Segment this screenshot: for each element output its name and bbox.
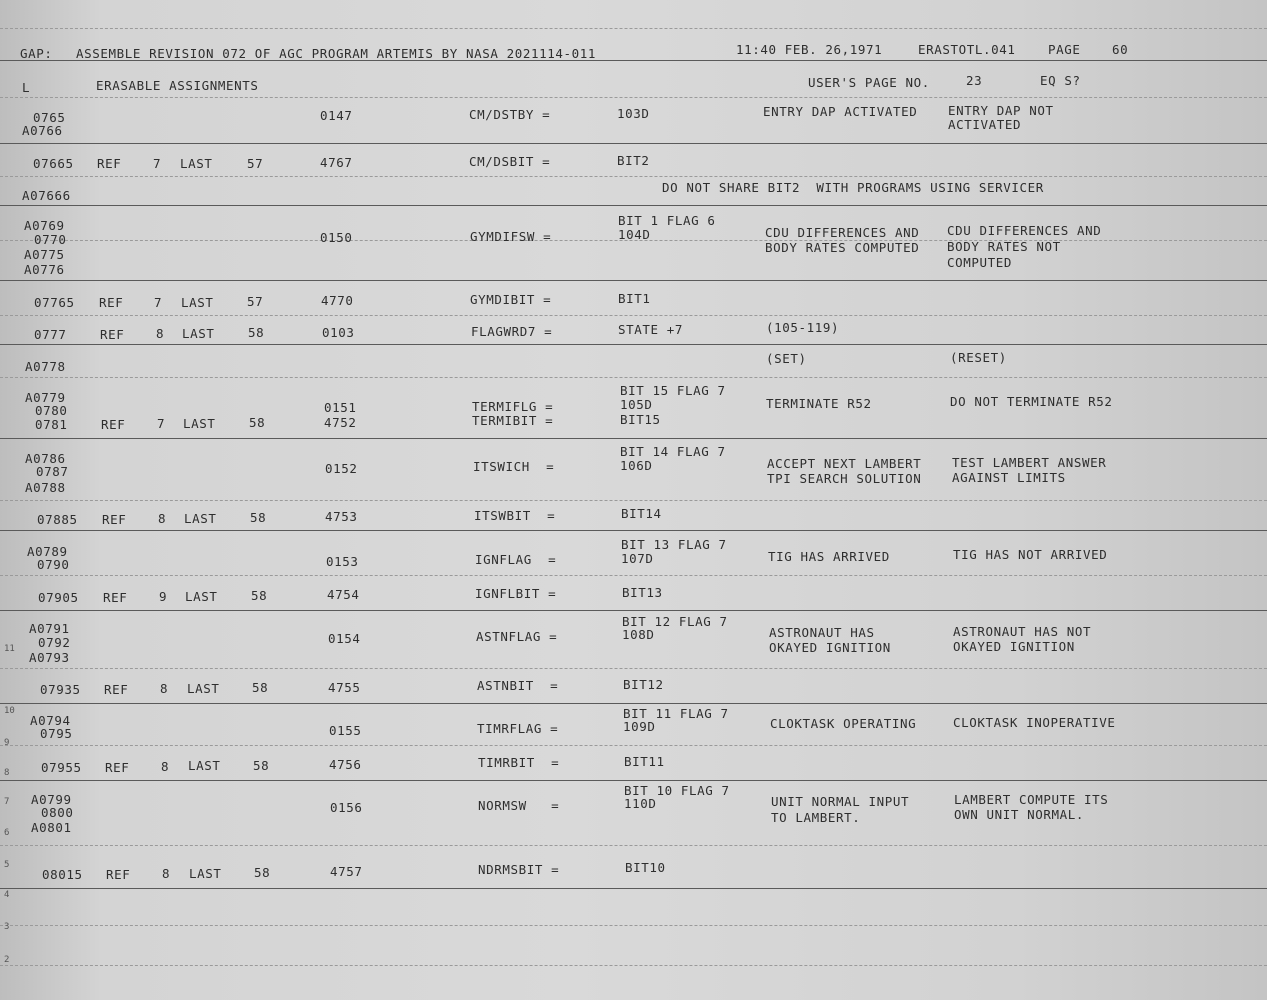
- set-comment: TERMINATE R52: [766, 396, 872, 411]
- bit-flag: BIT 15 FLAG 7: [620, 383, 726, 398]
- set-comment: UNIT NORMAL INPUT: [771, 794, 910, 809]
- address: 0154: [328, 631, 361, 646]
- rule-line: [0, 280, 1267, 281]
- set-comment: ENTRY DAP ACTIVATED: [763, 104, 918, 119]
- last-label: LAST: [181, 295, 214, 310]
- reset-heading: (RESET): [950, 350, 1007, 365]
- line-number: 07885: [37, 512, 78, 527]
- set-comment: TIG HAS ARRIVED: [768, 549, 890, 564]
- set-heading: (SET): [766, 351, 807, 366]
- symbol-definition: IGNFLAG =: [475, 552, 557, 567]
- address: 4754: [327, 587, 360, 602]
- address: 0152: [325, 461, 358, 476]
- value: BIT14: [621, 506, 662, 521]
- line-number: A0793: [29, 650, 70, 665]
- rule-line: [0, 845, 1267, 846]
- last-page: 58: [248, 325, 265, 340]
- line-number: 07955: [41, 760, 82, 775]
- ref-count: 8: [156, 326, 165, 341]
- reset-comment: CLOKTASK INOPERATIVE: [953, 715, 1116, 730]
- header-page-label: PAGE: [1048, 42, 1081, 57]
- symbol-definition: TIMRBIT =: [478, 755, 560, 770]
- margin-mark: 11: [4, 644, 15, 654]
- line-number: 0790: [37, 557, 70, 572]
- header-title: ASSEMBLE REVISION 072 OF AGC PROGRAM ARTEMIS BY NASA 2021114-011: [76, 46, 597, 61]
- rule-line: [0, 668, 1267, 669]
- reset-comment: AGAINST LIMITS: [952, 470, 1066, 485]
- reset-comment: COMPUTED: [947, 255, 1013, 270]
- last-page: 58: [254, 865, 271, 880]
- address: 4755: [328, 680, 361, 695]
- ref-count: 8: [160, 681, 169, 696]
- set-comment: ASTRONAUT HAS: [769, 625, 875, 640]
- address: 4756: [329, 757, 362, 772]
- bit-flag: BIT 11 FLAG 7: [623, 706, 729, 721]
- value: 110D: [624, 796, 657, 811]
- line-number: A0779: [25, 390, 66, 405]
- reset-comment: OKAYED IGNITION: [953, 639, 1075, 654]
- ref-label: REF: [100, 327, 125, 342]
- line-number: 07665: [33, 156, 74, 171]
- ref-count: 7: [157, 416, 166, 431]
- set-comment: CDU DIFFERENCES AND: [765, 225, 920, 240]
- set-comment: ACCEPT NEXT LAMBERT: [767, 456, 922, 471]
- symbol-definition: ITSWICH =: [473, 459, 555, 474]
- last-page: 57: [247, 156, 264, 171]
- address: 4767: [320, 155, 353, 170]
- margin-mark: 5: [4, 860, 10, 870]
- value: STATE +7: [618, 322, 684, 337]
- rule-line: [0, 377, 1267, 378]
- reset-comment: BODY RATES NOT: [947, 239, 1061, 254]
- margin-mark: 10: [4, 706, 15, 716]
- rule-line: [0, 28, 1267, 29]
- margin-mark: 8: [4, 768, 10, 778]
- symbol-definition: GYMDIBIT =: [470, 292, 552, 307]
- value: BIT2: [617, 153, 650, 168]
- remark: DO NOT SHARE BIT2 WITH PROGRAMS USING SERVICER: [662, 180, 1044, 195]
- last-label: LAST: [180, 156, 213, 171]
- symbol-definition: CM/DSBIT =: [469, 154, 551, 169]
- rule-line: [0, 344, 1267, 345]
- symbol-definition: TIMRFLAG =: [477, 721, 559, 736]
- last-label: LAST: [182, 326, 215, 341]
- line-number: 07765: [34, 295, 75, 310]
- value: BIT10: [625, 860, 666, 875]
- line-number: 0787: [36, 464, 69, 479]
- value: 109D: [623, 719, 656, 734]
- address: 4753: [325, 509, 358, 524]
- header-file: ERASTOTL.041: [918, 42, 1016, 57]
- ref-count: 8: [161, 759, 170, 774]
- rule-line: [0, 610, 1267, 611]
- last-label: LAST: [189, 866, 222, 881]
- line-number: A0775: [24, 247, 65, 262]
- rule-line: [0, 575, 1267, 576]
- symbol-definition: ASTNFLAG =: [476, 629, 558, 644]
- rule-line: [0, 143, 1267, 144]
- line-number: A0766: [22, 123, 63, 138]
- margin-mark: 4: [4, 890, 10, 900]
- bit-flag: BIT 14 FLAG 7: [620, 444, 726, 459]
- bit-flag: BIT 12 FLAG 7: [622, 614, 728, 629]
- header-page-no: 60: [1112, 42, 1129, 57]
- margin-mark: 9: [4, 738, 10, 748]
- line-number: A07666: [22, 188, 71, 203]
- section-title: ERASABLE ASSIGNMENTS: [96, 78, 259, 93]
- ref-label: REF: [102, 512, 127, 527]
- address: 0156: [330, 800, 363, 815]
- margin-mark: 3: [4, 922, 10, 932]
- line-number: 08015: [42, 867, 83, 882]
- address: 0151: [324, 400, 357, 415]
- address: 0150: [320, 230, 353, 245]
- rule-line: [0, 438, 1267, 439]
- ref-label: REF: [97, 156, 122, 171]
- symbol-definition: NDRMSBIT =: [478, 862, 560, 877]
- line-number: A0778: [25, 359, 66, 374]
- reset-comment: ASTRONAUT HAS NOT: [953, 624, 1092, 639]
- symbol-definition: TERMIFLG =: [472, 399, 554, 414]
- ref-count: 9: [159, 589, 168, 604]
- header-gap: GAP:: [20, 46, 53, 61]
- line-number: A0769: [24, 218, 65, 233]
- rule-line: [0, 745, 1267, 746]
- subheader-l: L: [22, 80, 31, 95]
- line-number: 0765: [33, 110, 66, 125]
- ref-count: 7: [154, 295, 163, 310]
- address: 0153: [326, 554, 359, 569]
- margin-mark: 6: [4, 828, 10, 838]
- last-page: 58: [251, 588, 268, 603]
- address: 0103: [322, 325, 355, 340]
- last-page: 58: [253, 758, 270, 773]
- symbol-definition: IGNFLBIT =: [475, 586, 557, 601]
- value: BIT1: [618, 291, 651, 306]
- margin-mark: 2: [4, 955, 10, 965]
- reset-comment: DO NOT TERMINATE R52: [950, 394, 1113, 409]
- last-label: LAST: [188, 758, 221, 773]
- set-comment: TPI SEARCH SOLUTION: [767, 471, 922, 486]
- line-number: 0770: [34, 232, 67, 247]
- value: BIT11: [624, 754, 665, 769]
- reset-comment: LAMBERT COMPUTE ITS: [954, 792, 1109, 807]
- reset-comment: TIG HAS NOT ARRIVED: [953, 547, 1108, 562]
- symbol-definition: ITSWBIT =: [474, 508, 556, 523]
- address: 4757: [330, 864, 363, 879]
- value: 103D: [617, 106, 650, 121]
- line-number: 0800: [41, 805, 74, 820]
- users-page-label: USER'S PAGE NO.: [808, 75, 930, 90]
- rule-line: [0, 888, 1267, 889]
- set-comment: TO LAMBERT.: [771, 810, 861, 825]
- rule-line: [0, 315, 1267, 316]
- rule-line: [0, 925, 1267, 926]
- rule-line: [0, 530, 1267, 531]
- line-number: 0792: [38, 635, 71, 650]
- symbol-definition: FLAGWRD7 =: [471, 324, 553, 339]
- last-label: LAST: [183, 416, 216, 431]
- margin-mark: 7: [4, 797, 10, 807]
- bit-flag: BIT 10 FLAG 7: [624, 783, 730, 798]
- ref-label: REF: [103, 590, 128, 605]
- value: 105D: [620, 397, 653, 412]
- rule-line: [0, 780, 1267, 781]
- users-page-number: 23: [966, 73, 983, 88]
- rule-line: [0, 965, 1267, 966]
- ref-label: REF: [104, 682, 129, 697]
- reset-comment: OWN UNIT NORMAL.: [954, 807, 1085, 822]
- last-label: LAST: [187, 681, 220, 696]
- line-number: A0794: [30, 713, 71, 728]
- value: 104D: [618, 227, 651, 242]
- line-number: A0789: [27, 544, 68, 559]
- reset-comment: ACTIVATED: [948, 117, 1022, 132]
- value: 106D: [620, 458, 653, 473]
- ref-label: REF: [101, 417, 126, 432]
- last-label: LAST: [184, 511, 217, 526]
- last-page: 58: [249, 415, 266, 430]
- ref-count: 8: [158, 511, 167, 526]
- reset-comment: ENTRY DAP NOT: [948, 103, 1054, 118]
- rule-line: [0, 703, 1267, 704]
- line-number: A0801: [31, 820, 72, 835]
- last-page: 57: [247, 294, 264, 309]
- reset-comment: TEST LAMBERT ANSWER: [952, 455, 1107, 470]
- line-number: A0776: [24, 262, 65, 277]
- address: 0155: [329, 723, 362, 738]
- bit-flag: BIT 13 FLAG 7: [621, 537, 727, 552]
- symbol-definition: GYMDIFSW =: [470, 229, 552, 244]
- bit-flag: BIT 1 FLAG 6: [618, 213, 716, 228]
- ref-count: 7: [153, 156, 162, 171]
- line-number: 0795: [40, 726, 73, 741]
- line-number: A0786: [25, 451, 66, 466]
- last-page: 58: [252, 680, 269, 695]
- address: 4752: [324, 415, 357, 430]
- ref-label: REF: [99, 295, 124, 310]
- symbol-definition: NORMSW =: [478, 798, 560, 813]
- address: 0147: [320, 108, 353, 123]
- flag-range: (105-119): [766, 320, 840, 335]
- rule-line: [0, 176, 1267, 177]
- line-number: 0777: [34, 327, 67, 342]
- line-number: A0799: [31, 792, 72, 807]
- set-comment: CLOKTASK OPERATING: [770, 716, 917, 731]
- value: 107D: [621, 551, 654, 566]
- set-comment: OKAYED IGNITION: [769, 640, 891, 655]
- value: 108D: [622, 627, 655, 642]
- last-label: LAST: [185, 589, 218, 604]
- symbol-definition: CM/DSTBY =: [469, 107, 551, 122]
- rule-line: [0, 97, 1267, 98]
- line-number: 07935: [40, 682, 81, 697]
- line-number: 0781: [35, 417, 68, 432]
- address: 4770: [321, 293, 354, 308]
- line-number: 07905: [38, 590, 79, 605]
- value: BIT15: [620, 412, 661, 427]
- set-comment: BODY RATES COMPUTED: [765, 240, 920, 255]
- ref-label: REF: [106, 867, 131, 882]
- symbol-definition: TERMIBIT =: [472, 413, 554, 428]
- rule-line: [0, 500, 1267, 501]
- rule-line: [0, 205, 1267, 206]
- eq-label: EQ S?: [1040, 73, 1081, 88]
- header-time: 11:40 FEB. 26,1971: [736, 42, 883, 57]
- value: BIT13: [622, 585, 663, 600]
- ref-count: 8: [162, 866, 171, 881]
- line-number: A0788: [25, 480, 66, 495]
- ref-label: REF: [105, 760, 130, 775]
- symbol-definition: ASTNBIT =: [477, 678, 559, 693]
- last-page: 58: [250, 510, 267, 525]
- line-number: 0780: [35, 403, 68, 418]
- reset-comment: CDU DIFFERENCES AND: [947, 223, 1102, 238]
- line-number: A0791: [29, 621, 70, 636]
- value: BIT12: [623, 677, 664, 692]
